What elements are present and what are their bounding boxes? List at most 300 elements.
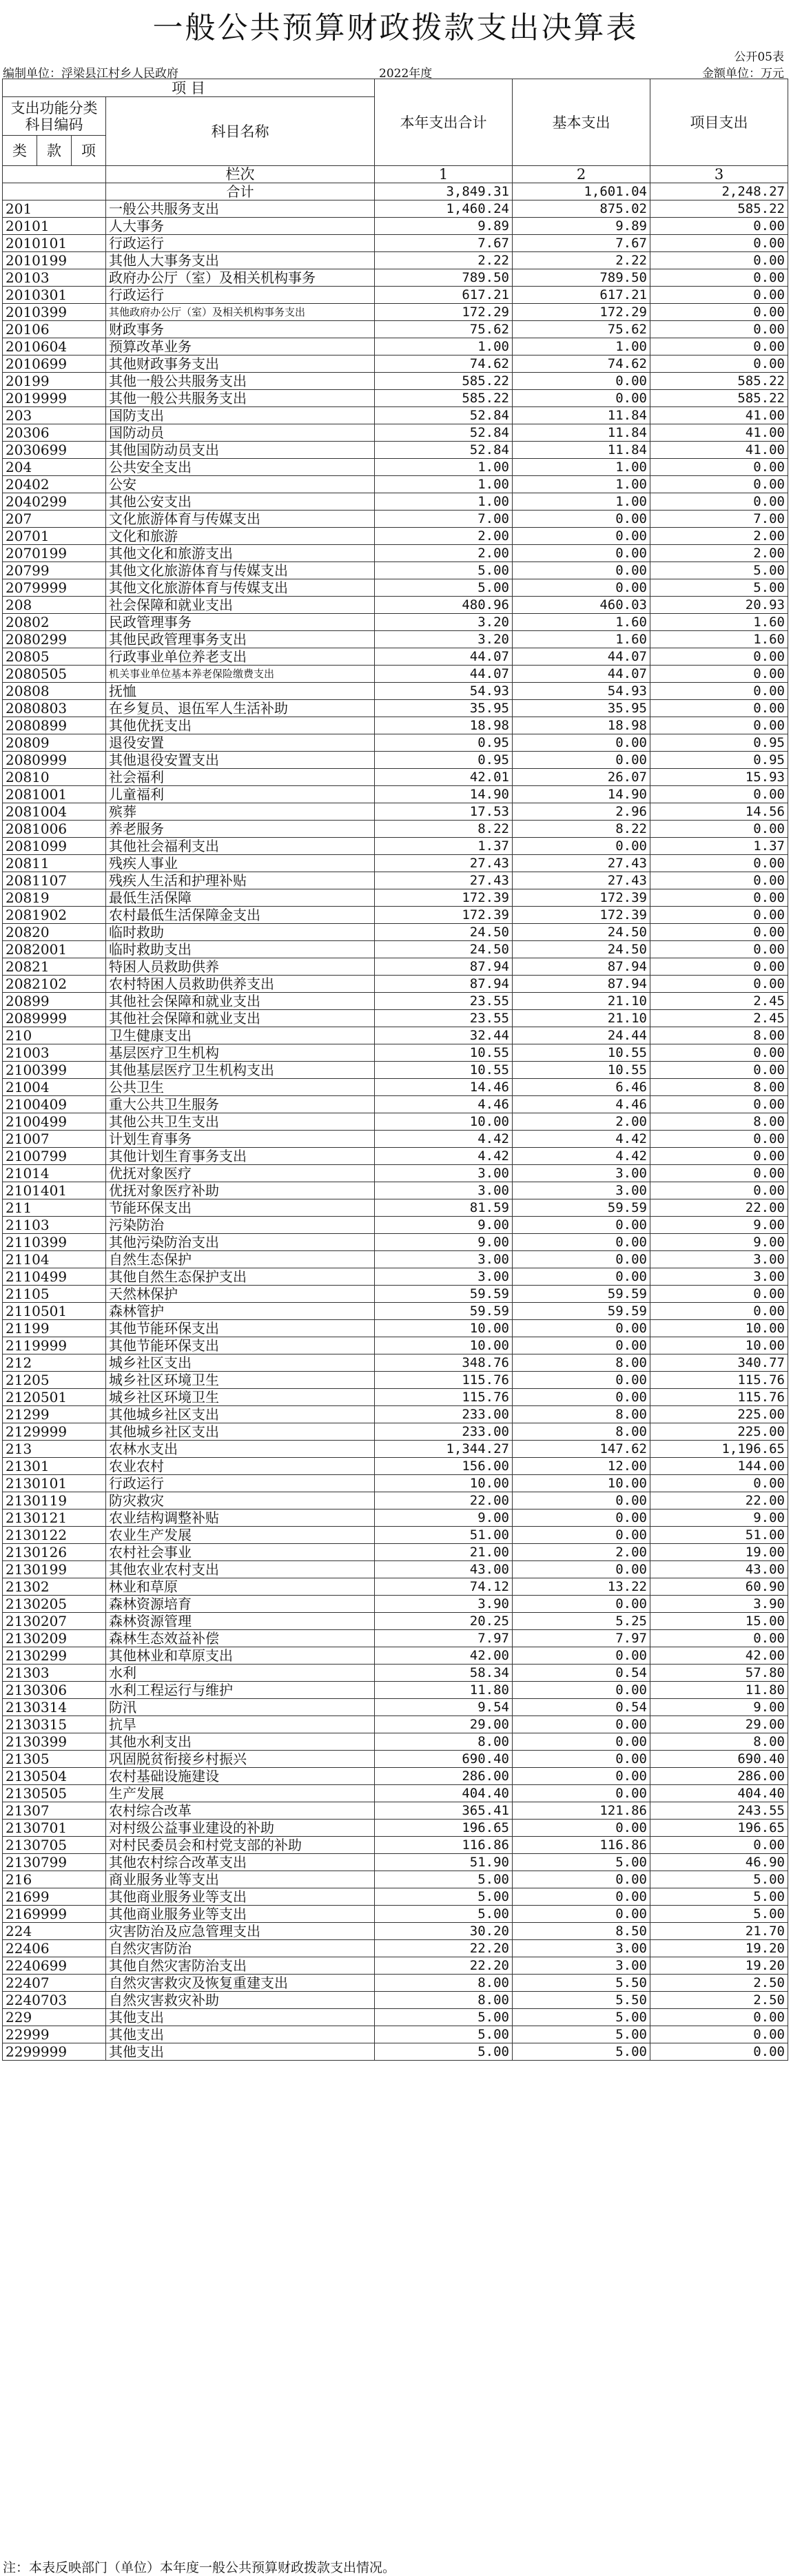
row-basic: 0.00 [513,1751,650,1768]
table-row [3,1165,788,1182]
row-project: 1,196.65 [650,1441,788,1458]
row-code: 210 [3,1027,106,1044]
table-row [3,200,788,218]
row-code: 20101 [3,218,106,235]
table-row [3,1888,788,1906]
row-total: 44.07 [375,666,513,683]
row-name: 防灾救灾 [106,1492,375,1509]
row-total: 585.22 [375,373,513,390]
org-name: 编制单位：浮梁县江村乡人民政府 [3,67,178,81]
amount-unit: 金额单位：万元 [702,67,784,81]
row-name: 财政事务 [106,321,375,338]
row-total: 1.37 [375,838,513,855]
row-name: 其他农业农村支出 [106,1561,375,1578]
row-project: 21.70 [650,1923,788,1940]
row-basic: 14.90 [513,786,650,803]
table-row [3,1062,788,1079]
row-project: 3.00 [650,1251,788,1268]
row-name: 国防动员 [106,424,375,442]
row-project: 0.00 [650,1148,788,1165]
table-row [3,1647,788,1665]
row-project: 2.00 [650,528,788,545]
row-code: 2130314 [3,1699,106,1716]
row-project: 0.00 [650,958,788,976]
table-row [3,2026,788,2043]
row-code: 20809 [3,734,106,752]
table-row [3,1148,788,1165]
row-code: 2081902 [3,907,106,924]
row-code: 2129999 [3,1423,106,1441]
table-row [3,1837,788,1854]
row-basic: 4.46 [513,1096,650,1113]
row-basic: 1.00 [513,459,650,476]
table-row [3,1733,788,1751]
row-code: 2130505 [3,1785,106,1802]
row-name: 自然生态保护 [106,1251,375,1268]
row-basic: 0.00 [513,1251,650,1268]
row-basic: 54.93 [513,683,650,700]
row-total: 10.55 [375,1062,513,1079]
table-row [3,1820,788,1837]
row-project: 0.00 [650,717,788,734]
row-name: 在乡复员、退伍军人生活补助 [106,700,375,717]
row-project: 0.00 [650,976,788,993]
row-project: 0.00 [650,235,788,252]
row-code: 20799 [3,562,106,579]
row-total: 172.39 [375,889,513,907]
table-row [3,511,788,528]
header-col3: 3 [650,166,788,183]
row-basic: 5.00 [513,1854,650,1871]
table-row [3,424,788,442]
table-row [3,1251,788,1268]
row-name: 其他林业和草原支出 [106,1647,375,1665]
table-row [3,1010,788,1027]
table-row [3,1854,788,1871]
row-name: 社会保障和就业支出 [106,597,375,614]
row-code: 2082001 [3,941,106,958]
row-total: 27.43 [375,872,513,889]
row-code: 2010199 [3,252,106,269]
table-row [3,1561,788,1578]
row-total: 59.59 [375,1286,513,1303]
row-total: 7.97 [375,1630,513,1647]
row-project: 1.60 [650,614,788,631]
table-row [3,579,788,597]
row-name: 其他水利支出 [106,1733,375,1751]
row-code: 2130299 [3,1647,106,1665]
row-basic: 5.25 [513,1613,650,1630]
row-code: 2081099 [3,838,106,855]
row-project: 3.90 [650,1596,788,1613]
row-code: 224 [3,1923,106,1940]
row-code: 21104 [3,1251,106,1268]
row-project: 0.00 [650,321,788,338]
row-project: 5.00 [650,1906,788,1923]
row-total: 3.90 [375,1596,513,1613]
row-name: 巩固脱贫衔接乡村振兴 [106,1751,375,1768]
row-code: 2080299 [3,631,106,648]
row-code: 2130207 [3,1613,106,1630]
row-basic: 172.29 [513,304,650,321]
row-total: 5.00 [375,1906,513,1923]
row-basic: 0.00 [513,579,650,597]
row-name: 文化旅游体育与传媒支出 [106,511,375,528]
row-code: 2010101 [3,235,106,252]
row-name: 行政事业单位养老支出 [106,648,375,666]
fiscal-year: 2022年度 [379,67,433,81]
row-project: 1.37 [650,838,788,855]
row-total: 348.76 [375,1354,513,1372]
row-code: 2130122 [3,1527,106,1544]
row-basic: 0.00 [513,545,650,562]
table-row [3,958,788,976]
row-project: 0.95 [650,752,788,769]
row-name: 政府办公厅（室）及相关机构事务 [106,269,375,287]
row-basic: 0.00 [513,1647,650,1665]
row-name: 其他公安支出 [106,493,375,511]
row-project: 0.00 [650,1630,788,1647]
row-total: 59.59 [375,1303,513,1320]
table-row [3,1751,788,1768]
row-name: 最低生活保障 [106,889,375,907]
row-project: 225.00 [650,1406,788,1423]
row-basic: 27.43 [513,872,650,889]
row-code: 2080899 [3,717,106,734]
row-name: 其他国防动员支出 [106,442,375,459]
row-total: 3.00 [375,1182,513,1199]
table-code: 公开05表 [734,50,784,64]
row-name: 农业农村 [106,1458,375,1475]
row-basic: 7.67 [513,235,650,252]
row-basic: 8.22 [513,821,650,838]
row-basic: 3.00 [513,1940,650,1957]
row-basic: 0.00 [513,373,650,390]
row-project: 9.00 [650,1699,788,1716]
row-project: 5.00 [650,562,788,579]
row-basic: 74.62 [513,356,650,373]
row-total: 8.22 [375,821,513,838]
row-name: 其他城乡社区支出 [106,1406,375,1423]
row-code: 21299 [3,1406,106,1423]
row-name: 预算改革业务 [106,338,375,356]
row-name: 抗旱 [106,1716,375,1733]
table-row [3,941,788,958]
row-basic: 5.50 [513,1992,650,2009]
row-project: 19.20 [650,1940,788,1957]
table-row [3,1286,788,1303]
row-project: 0.00 [650,889,788,907]
row-basic: 0.00 [513,511,650,528]
empty-cell [3,166,106,183]
row-project: 115.76 [650,1372,788,1389]
table-row [3,769,788,786]
row-basic: 0.00 [513,1217,650,1234]
row-total: 8.00 [375,1733,513,1751]
table-row [3,1131,788,1148]
row-project: 57.80 [650,1665,788,1682]
row-basic: 789.50 [513,269,650,287]
row-project: 9.00 [650,1217,788,1234]
row-project: 0.00 [650,683,788,700]
row-basic: 2.96 [513,803,650,821]
row-name: 其他民政管理事务支出 [106,631,375,648]
row-code: 22999 [3,2026,106,2043]
row-total: 3.00 [375,1165,513,1182]
row-project: 0.00 [650,872,788,889]
table-row [3,597,788,614]
header-col2: 2 [513,166,650,183]
row-basic: 0.00 [513,1561,650,1578]
row-project: 0.00 [650,666,788,683]
row-total: 585.22 [375,390,513,407]
row-name: 行政运行 [106,235,375,252]
table-row [3,356,788,373]
row-name: 国防支出 [106,407,375,424]
row-code: 21301 [3,1458,106,1475]
row-name: 抚恤 [106,683,375,700]
table-row [3,304,788,321]
row-total: 2.22 [375,252,513,269]
row-total: 87.94 [375,958,513,976]
row-basic: 59.59 [513,1286,650,1303]
row-name: 公共安全支出 [106,459,375,476]
row-code: 2110501 [3,1303,106,1320]
row-total: 14.90 [375,786,513,803]
row-basic: 11.84 [513,442,650,459]
row-project: 0.00 [650,2009,788,2026]
row-name: 森林资源培育 [106,1596,375,1613]
row-total: 32.44 [375,1027,513,1044]
row-project: 115.76 [650,1389,788,1406]
row-total: 9.00 [375,1509,513,1527]
table-row [3,459,788,476]
table-row [3,493,788,511]
row-project: 8.00 [650,1733,788,1751]
row-name: 其他人大事务支出 [106,252,375,269]
row-code: 2081107 [3,872,106,889]
row-name: 其他节能环保支出 [106,1337,375,1354]
row-name: 城乡社区环境卫生 [106,1372,375,1389]
row-total: 21.00 [375,1544,513,1561]
row-total: 74.12 [375,1578,513,1596]
row-name: 公安 [106,476,375,493]
row-total: 27.43 [375,855,513,872]
row-basic: 8.00 [513,1423,650,1441]
row-project: 340.77 [650,1354,788,1372]
row-total: 0.95 [375,734,513,752]
row-basic: 0.00 [513,734,650,752]
row-project: 10.00 [650,1337,788,1354]
row-total: 8.00 [375,1992,513,2009]
row-name: 对村级公益事业建设的补助 [106,1820,375,1837]
row-code: 2010604 [3,338,106,356]
row-project: 15.00 [650,1613,788,1630]
row-code: 21699 [3,1888,106,1906]
table-row [3,1992,788,2009]
row-code: 204 [3,459,106,476]
table-row [3,269,788,287]
row-code: 2030699 [3,442,106,459]
row-project: 8.00 [650,1113,788,1131]
row-project: 8.00 [650,1079,788,1096]
row-basic: 5.50 [513,1975,650,1992]
row-total: 74.62 [375,356,513,373]
row-name: 其他污染防治支出 [106,1234,375,1251]
row-code: 20808 [3,683,106,700]
row-code: 2110499 [3,1268,106,1286]
row-project: 60.90 [650,1578,788,1596]
row-project: 196.65 [650,1820,788,1837]
row-basic: 11.84 [513,407,650,424]
row-basic: 44.07 [513,648,650,666]
row-name: 生产发展 [106,1785,375,1802]
row-total: 1.00 [375,459,513,476]
row-basic: 0.00 [513,1320,650,1337]
row-basic: 87.94 [513,958,650,976]
row-code: 2100399 [3,1062,106,1079]
row-project: 11.80 [650,1682,788,1699]
row-basic: 5.00 [513,2043,650,2061]
row-name: 重大公共卫生服务 [106,1096,375,1113]
table-row [3,442,788,459]
row-total: 22.20 [375,1957,513,1975]
table-row [3,1389,788,1406]
table-row [3,373,788,390]
row-code: 21003 [3,1044,106,1062]
row-basic: 0.00 [513,562,650,579]
row-name: 城乡社区支出 [106,1354,375,1372]
sum-total: 3,849.31 [375,183,513,200]
row-name: 其他退役安置支出 [106,752,375,769]
row-project: 5.00 [650,579,788,597]
table-row [3,700,788,717]
row-code: 2010301 [3,287,106,304]
row-total: 42.01 [375,769,513,786]
row-project: 41.00 [650,442,788,459]
row-basic: 0.54 [513,1665,650,1682]
row-total: 690.40 [375,1751,513,1768]
row-project: 0.00 [650,941,788,958]
row-name: 农业结构调整补贴 [106,1509,375,1527]
header-basic: 基本支出 [513,79,650,166]
row-total: 8.00 [375,1975,513,1992]
row-total: 24.50 [375,941,513,958]
row-total: 156.00 [375,1458,513,1475]
row-project: 19.00 [650,1544,788,1561]
row-code: 203 [3,407,106,424]
row-code: 2080505 [3,666,106,683]
row-name: 行政运行 [106,287,375,304]
row-code: 20306 [3,424,106,442]
row-project: 0.00 [650,855,788,872]
row-basic: 8.50 [513,1923,650,1940]
table-row [3,1044,788,1062]
row-basic: 12.00 [513,1458,650,1475]
row-project: 0.00 [650,269,788,287]
row-name: 其他计划生育事务支出 [106,1148,375,1165]
table-row [3,1527,788,1544]
table-row [3,1234,788,1251]
table-row [3,1217,788,1234]
row-code: 20199 [3,373,106,390]
row-basic: 0.54 [513,1699,650,1716]
row-project: 0.00 [650,1303,788,1320]
row-project: 0.00 [650,924,788,941]
row-total: 44.07 [375,648,513,666]
row-name: 森林管护 [106,1303,375,1320]
row-project: 41.00 [650,407,788,424]
table-row [3,1492,788,1509]
row-project: 585.22 [650,373,788,390]
row-total: 29.00 [375,1716,513,1733]
table-row [3,1544,788,1561]
row-total: 404.40 [375,1785,513,1802]
table-row [3,1768,788,1785]
table-row [3,562,788,579]
table-row [3,1475,788,1492]
row-code: 2100499 [3,1113,106,1131]
row-project: 51.00 [650,1527,788,1544]
row-code: 2130504 [3,1768,106,1785]
row-name: 农村最低生活保障金支出 [106,907,375,924]
row-basic: 0.00 [513,1492,650,1509]
row-code: 21205 [3,1372,106,1389]
row-code: 2080999 [3,752,106,769]
table-row [3,1337,788,1354]
row-basic: 24.50 [513,941,650,958]
row-total: 7.00 [375,511,513,528]
row-project: 0.00 [650,2026,788,2043]
row-basic: 59.59 [513,1199,650,1217]
row-total: 5.00 [375,2043,513,2061]
row-code: 213 [3,1441,106,1458]
row-code: 2110399 [3,1234,106,1251]
row-code: 21105 [3,1286,106,1303]
row-code: 21303 [3,1665,106,1682]
row-code: 2240703 [3,1992,106,2009]
row-project: 0.00 [650,1837,788,1854]
row-basic: 0.00 [513,1527,650,1544]
row-project: 22.00 [650,1199,788,1217]
row-code: 212 [3,1354,106,1372]
row-project: 0.00 [650,304,788,321]
row-basic: 0.00 [513,1596,650,1613]
table-row [3,786,788,803]
row-project: 0.00 [650,1165,788,1182]
row-project: 0.00 [650,1062,788,1079]
row-code: 2010699 [3,356,106,373]
row-name: 公共卫生 [106,1079,375,1096]
row-basic: 0.00 [513,1234,650,1251]
row-name: 一般公共服务支出 [106,200,375,218]
row-total: 1.00 [375,476,513,493]
row-project: 20.93 [650,597,788,614]
row-project: 0.00 [650,356,788,373]
row-project: 2.45 [650,993,788,1010]
row-project: 29.00 [650,1716,788,1733]
table-row [3,614,788,631]
row-name: 其他自然生态保护支出 [106,1268,375,1286]
row-total: 20.25 [375,1613,513,1630]
row-total: 0.95 [375,752,513,769]
row-total: 10.55 [375,1044,513,1062]
row-name: 其他社会保障和就业支出 [106,993,375,1010]
row-code: 2081001 [3,786,106,803]
row-project: 8.00 [650,1027,788,1044]
row-code: 2119999 [3,1337,106,1354]
row-code: 2130199 [3,1561,106,1578]
